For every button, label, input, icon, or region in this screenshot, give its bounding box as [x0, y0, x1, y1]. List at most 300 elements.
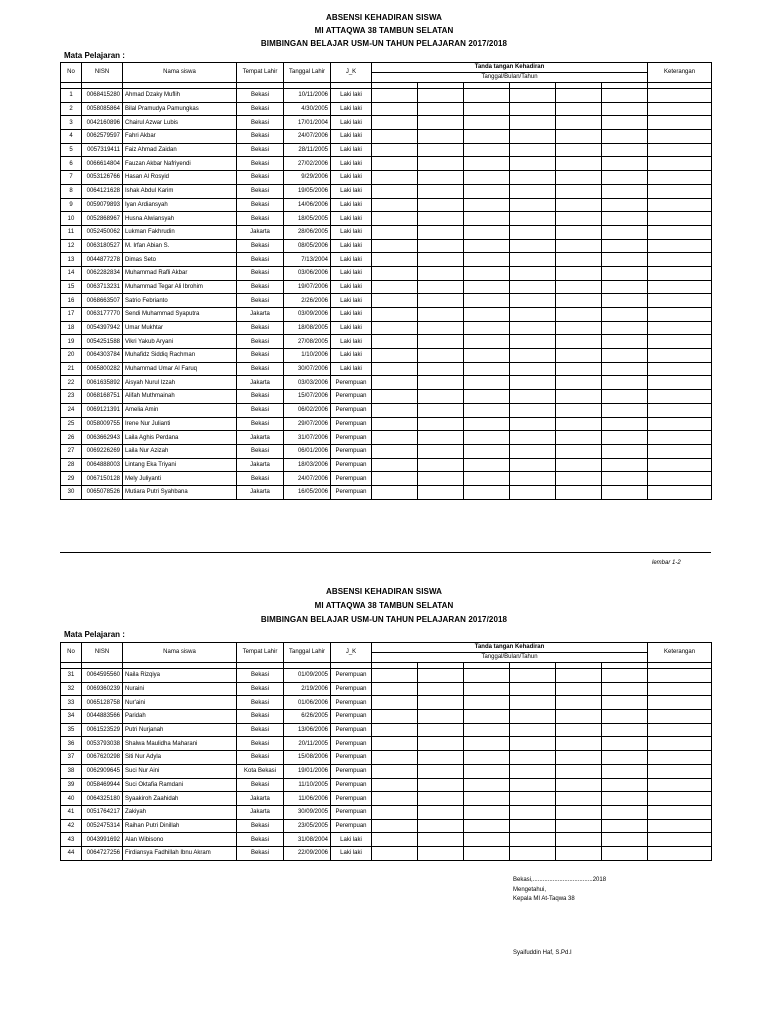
signature-cell[interactable]	[602, 833, 648, 847]
remarks-cell[interactable]	[648, 212, 712, 226]
remarks-cell[interactable]	[648, 253, 712, 267]
remarks-cell[interactable]	[648, 294, 712, 308]
signature-cell[interactable]	[372, 819, 418, 833]
signature-cell[interactable]	[556, 335, 602, 349]
signature-cell[interactable]	[418, 696, 464, 710]
signature-cell[interactable]	[372, 669, 418, 683]
signature-cell[interactable]	[464, 89, 510, 103]
signature-cell[interactable]	[372, 403, 418, 417]
signature-cell[interactable]	[372, 805, 418, 819]
signature-cell[interactable]	[602, 846, 648, 860]
signature-cell[interactable]	[602, 472, 648, 486]
signature-cell[interactable]	[510, 458, 556, 472]
signature-cell[interactable]	[418, 102, 464, 116]
remarks-cell[interactable]	[648, 682, 712, 696]
signature-cell[interactable]	[418, 764, 464, 778]
remarks-cell[interactable]	[648, 444, 712, 458]
signature-cell[interactable]	[418, 669, 464, 683]
remarks-cell[interactable]	[648, 89, 712, 103]
signature-cell[interactable]	[602, 390, 648, 404]
remarks-cell[interactable]	[648, 485, 712, 499]
signature-cell[interactable]	[418, 294, 464, 308]
signature-cell[interactable]	[510, 116, 556, 130]
signature-cell[interactable]	[372, 89, 418, 103]
signature-cell[interactable]	[418, 171, 464, 185]
signature-cell[interactable]	[464, 682, 510, 696]
remarks-cell[interactable]	[648, 184, 712, 198]
signature-cell[interactable]	[464, 669, 510, 683]
signature-cell[interactable]	[372, 335, 418, 349]
signature-cell[interactable]	[372, 130, 418, 144]
signature-cell[interactable]	[418, 362, 464, 376]
signature-cell[interactable]	[602, 362, 648, 376]
signature-cell[interactable]	[602, 171, 648, 185]
signature-cell[interactable]	[510, 171, 556, 185]
signature-cell[interactable]	[556, 171, 602, 185]
signature-cell[interactable]	[372, 253, 418, 267]
signature-cell[interactable]	[556, 308, 602, 322]
signature-cell[interactable]	[556, 751, 602, 765]
signature-cell[interactable]	[418, 116, 464, 130]
signature-cell[interactable]	[372, 280, 418, 294]
signature-cell[interactable]	[372, 723, 418, 737]
remarks-cell[interactable]	[648, 472, 712, 486]
signature-cell[interactable]	[464, 143, 510, 157]
signature-cell[interactable]	[510, 444, 556, 458]
signature-cell[interactable]	[556, 792, 602, 806]
signature-cell[interactable]	[556, 431, 602, 445]
signature-cell[interactable]	[602, 737, 648, 751]
signature-cell[interactable]	[372, 308, 418, 322]
signature-cell[interactable]	[418, 417, 464, 431]
signature-cell[interactable]	[418, 710, 464, 724]
signature-cell[interactable]	[372, 239, 418, 253]
signature-cell[interactable]	[372, 225, 418, 239]
remarks-cell[interactable]	[648, 308, 712, 322]
signature-cell[interactable]	[418, 253, 464, 267]
signature-cell[interactable]	[464, 130, 510, 144]
signature-cell[interactable]	[602, 294, 648, 308]
signature-cell[interactable]	[556, 444, 602, 458]
signature-cell[interactable]	[464, 184, 510, 198]
signature-cell[interactable]	[602, 225, 648, 239]
signature-cell[interactable]	[602, 764, 648, 778]
signature-cell[interactable]	[464, 472, 510, 486]
signature-cell[interactable]	[510, 335, 556, 349]
signature-cell[interactable]	[602, 89, 648, 103]
signature-cell[interactable]	[510, 792, 556, 806]
signature-cell[interactable]	[372, 458, 418, 472]
signature-cell[interactable]	[602, 403, 648, 417]
remarks-cell[interactable]	[648, 669, 712, 683]
signature-cell[interactable]	[510, 682, 556, 696]
signature-cell[interactable]	[602, 335, 648, 349]
signature-cell[interactable]	[510, 266, 556, 280]
signature-cell[interactable]	[372, 143, 418, 157]
signature-cell[interactable]	[510, 846, 556, 860]
signature-cell[interactable]	[372, 764, 418, 778]
signature-cell[interactable]	[510, 184, 556, 198]
signature-cell[interactable]	[556, 833, 602, 847]
signature-cell[interactable]	[556, 696, 602, 710]
signature-cell[interactable]	[602, 280, 648, 294]
signature-cell[interactable]	[418, 89, 464, 103]
remarks-cell[interactable]	[648, 335, 712, 349]
signature-cell[interactable]	[464, 225, 510, 239]
signature-cell[interactable]	[418, 485, 464, 499]
signature-cell[interactable]	[372, 349, 418, 363]
signature-cell[interactable]	[510, 321, 556, 335]
signature-cell[interactable]	[556, 253, 602, 267]
signature-cell[interactable]	[510, 737, 556, 751]
signature-cell[interactable]	[372, 751, 418, 765]
signature-cell[interactable]	[418, 444, 464, 458]
signature-cell[interactable]	[556, 239, 602, 253]
signature-cell[interactable]	[372, 846, 418, 860]
signature-cell[interactable]	[464, 723, 510, 737]
signature-cell[interactable]	[464, 349, 510, 363]
signature-cell[interactable]	[372, 682, 418, 696]
signature-cell[interactable]	[602, 198, 648, 212]
signature-cell[interactable]	[602, 116, 648, 130]
signature-cell[interactable]	[556, 472, 602, 486]
signature-cell[interactable]	[602, 682, 648, 696]
signature-cell[interactable]	[602, 696, 648, 710]
remarks-cell[interactable]	[648, 805, 712, 819]
signature-cell[interactable]	[556, 390, 602, 404]
signature-cell[interactable]	[372, 362, 418, 376]
signature-cell[interactable]	[418, 335, 464, 349]
signature-cell[interactable]	[372, 431, 418, 445]
remarks-cell[interactable]	[648, 390, 712, 404]
signature-cell[interactable]	[464, 710, 510, 724]
remarks-cell[interactable]	[648, 792, 712, 806]
signature-cell[interactable]	[418, 184, 464, 198]
signature-cell[interactable]	[418, 833, 464, 847]
signature-cell[interactable]	[556, 723, 602, 737]
remarks-cell[interactable]	[648, 198, 712, 212]
signature-cell[interactable]	[464, 485, 510, 499]
signature-cell[interactable]	[372, 171, 418, 185]
signature-cell[interactable]	[418, 198, 464, 212]
signature-cell[interactable]	[556, 280, 602, 294]
signature-cell[interactable]	[602, 778, 648, 792]
signature-cell[interactable]	[602, 417, 648, 431]
signature-cell[interactable]	[602, 792, 648, 806]
signature-cell[interactable]	[464, 321, 510, 335]
signature-cell[interactable]	[464, 417, 510, 431]
signature-cell[interactable]	[510, 751, 556, 765]
signature-cell[interactable]	[418, 390, 464, 404]
signature-cell[interactable]	[510, 403, 556, 417]
signature-cell[interactable]	[510, 472, 556, 486]
signature-cell[interactable]	[510, 696, 556, 710]
remarks-cell[interactable]	[648, 102, 712, 116]
remarks-cell[interactable]	[648, 376, 712, 390]
signature-cell[interactable]	[510, 157, 556, 171]
signature-cell[interactable]	[602, 805, 648, 819]
signature-cell[interactable]	[510, 308, 556, 322]
signature-cell[interactable]	[372, 444, 418, 458]
signature-cell[interactable]	[510, 431, 556, 445]
remarks-cell[interactable]	[648, 819, 712, 833]
signature-cell[interactable]	[464, 102, 510, 116]
signature-cell[interactable]	[602, 321, 648, 335]
signature-cell[interactable]	[510, 253, 556, 267]
remarks-cell[interactable]	[648, 751, 712, 765]
signature-cell[interactable]	[556, 198, 602, 212]
signature-cell[interactable]	[418, 143, 464, 157]
signature-cell[interactable]	[602, 349, 648, 363]
signature-cell[interactable]	[464, 335, 510, 349]
signature-cell[interactable]	[464, 280, 510, 294]
signature-cell[interactable]	[602, 485, 648, 499]
signature-cell[interactable]	[556, 805, 602, 819]
signature-cell[interactable]	[372, 294, 418, 308]
signature-cell[interactable]	[510, 239, 556, 253]
signature-cell[interactable]	[556, 143, 602, 157]
signature-cell[interactable]	[372, 321, 418, 335]
remarks-cell[interactable]	[648, 225, 712, 239]
remarks-cell[interactable]	[648, 349, 712, 363]
signature-cell[interactable]	[464, 805, 510, 819]
signature-cell[interactable]	[372, 116, 418, 130]
signature-cell[interactable]	[510, 376, 556, 390]
signature-cell[interactable]	[418, 403, 464, 417]
remarks-cell[interactable]	[648, 764, 712, 778]
signature-cell[interactable]	[464, 376, 510, 390]
signature-cell[interactable]	[464, 212, 510, 226]
signature-cell[interactable]	[418, 472, 464, 486]
signature-cell[interactable]	[464, 308, 510, 322]
signature-cell[interactable]	[372, 266, 418, 280]
signature-cell[interactable]	[510, 225, 556, 239]
remarks-cell[interactable]	[648, 266, 712, 280]
signature-cell[interactable]	[602, 157, 648, 171]
signature-cell[interactable]	[372, 485, 418, 499]
signature-cell[interactable]	[418, 846, 464, 860]
signature-cell[interactable]	[464, 764, 510, 778]
signature-cell[interactable]	[556, 376, 602, 390]
signature-cell[interactable]	[602, 308, 648, 322]
signature-cell[interactable]	[556, 294, 602, 308]
signature-cell[interactable]	[464, 239, 510, 253]
signature-cell[interactable]	[556, 89, 602, 103]
signature-cell[interactable]	[510, 130, 556, 144]
signature-cell[interactable]	[556, 157, 602, 171]
signature-cell[interactable]	[556, 225, 602, 239]
signature-cell[interactable]	[602, 266, 648, 280]
signature-cell[interactable]	[556, 846, 602, 860]
signature-cell[interactable]	[602, 444, 648, 458]
signature-cell[interactable]	[510, 778, 556, 792]
signature-cell[interactable]	[418, 157, 464, 171]
signature-cell[interactable]	[372, 472, 418, 486]
signature-cell[interactable]	[418, 349, 464, 363]
signature-cell[interactable]	[556, 710, 602, 724]
signature-cell[interactable]	[464, 198, 510, 212]
signature-cell[interactable]	[464, 294, 510, 308]
signature-cell[interactable]	[556, 778, 602, 792]
signature-cell[interactable]	[418, 751, 464, 765]
signature-cell[interactable]	[372, 198, 418, 212]
signature-cell[interactable]	[510, 485, 556, 499]
remarks-cell[interactable]	[648, 710, 712, 724]
signature-cell[interactable]	[372, 157, 418, 171]
remarks-cell[interactable]	[648, 723, 712, 737]
remarks-cell[interactable]	[648, 116, 712, 130]
signature-cell[interactable]	[510, 143, 556, 157]
signature-cell[interactable]	[602, 239, 648, 253]
remarks-cell[interactable]	[648, 696, 712, 710]
signature-cell[interactable]	[418, 737, 464, 751]
signature-cell[interactable]	[556, 403, 602, 417]
signature-cell[interactable]	[464, 819, 510, 833]
signature-cell[interactable]	[372, 390, 418, 404]
remarks-cell[interactable]	[648, 280, 712, 294]
signature-cell[interactable]	[602, 431, 648, 445]
signature-cell[interactable]	[372, 184, 418, 198]
signature-cell[interactable]	[556, 485, 602, 499]
signature-cell[interactable]	[602, 212, 648, 226]
signature-cell[interactable]	[510, 805, 556, 819]
signature-cell[interactable]	[372, 102, 418, 116]
signature-cell[interactable]	[464, 696, 510, 710]
signature-cell[interactable]	[372, 833, 418, 847]
signature-cell[interactable]	[418, 819, 464, 833]
signature-cell[interactable]	[418, 266, 464, 280]
signature-cell[interactable]	[464, 116, 510, 130]
remarks-cell[interactable]	[648, 157, 712, 171]
signature-cell[interactable]	[602, 669, 648, 683]
signature-cell[interactable]	[418, 682, 464, 696]
signature-cell[interactable]	[464, 737, 510, 751]
signature-cell[interactable]	[556, 116, 602, 130]
signature-cell[interactable]	[418, 792, 464, 806]
remarks-cell[interactable]	[648, 431, 712, 445]
signature-cell[interactable]	[556, 362, 602, 376]
signature-cell[interactable]	[418, 376, 464, 390]
signature-cell[interactable]	[510, 417, 556, 431]
signature-cell[interactable]	[602, 102, 648, 116]
signature-cell[interactable]	[556, 102, 602, 116]
signature-cell[interactable]	[464, 157, 510, 171]
signature-cell[interactable]	[556, 417, 602, 431]
signature-cell[interactable]	[556, 212, 602, 226]
signature-cell[interactable]	[418, 130, 464, 144]
remarks-cell[interactable]	[648, 833, 712, 847]
remarks-cell[interactable]	[648, 362, 712, 376]
signature-cell[interactable]	[464, 390, 510, 404]
signature-cell[interactable]	[556, 184, 602, 198]
signature-cell[interactable]	[464, 403, 510, 417]
signature-cell[interactable]	[510, 723, 556, 737]
remarks-cell[interactable]	[648, 143, 712, 157]
remarks-cell[interactable]	[648, 403, 712, 417]
signature-cell[interactable]	[464, 792, 510, 806]
signature-cell[interactable]	[510, 198, 556, 212]
signature-cell[interactable]	[602, 376, 648, 390]
signature-cell[interactable]	[556, 669, 602, 683]
signature-cell[interactable]	[556, 266, 602, 280]
signature-cell[interactable]	[510, 362, 556, 376]
signature-cell[interactable]	[464, 833, 510, 847]
signature-cell[interactable]	[418, 805, 464, 819]
signature-cell[interactable]	[510, 710, 556, 724]
signature-cell[interactable]	[464, 444, 510, 458]
signature-cell[interactable]	[510, 102, 556, 116]
signature-cell[interactable]	[464, 362, 510, 376]
signature-cell[interactable]	[602, 253, 648, 267]
signature-cell[interactable]	[602, 723, 648, 737]
remarks-cell[interactable]	[648, 737, 712, 751]
signature-cell[interactable]	[372, 696, 418, 710]
signature-cell[interactable]	[372, 212, 418, 226]
signature-cell[interactable]	[556, 321, 602, 335]
signature-cell[interactable]	[372, 376, 418, 390]
signature-cell[interactable]	[464, 846, 510, 860]
signature-cell[interactable]	[602, 143, 648, 157]
signature-cell[interactable]	[510, 390, 556, 404]
signature-cell[interactable]	[418, 458, 464, 472]
signature-cell[interactable]	[510, 89, 556, 103]
remarks-cell[interactable]	[648, 778, 712, 792]
signature-cell[interactable]	[464, 458, 510, 472]
signature-cell[interactable]	[556, 737, 602, 751]
signature-cell[interactable]	[418, 723, 464, 737]
signature-cell[interactable]	[418, 225, 464, 239]
signature-cell[interactable]	[464, 171, 510, 185]
signature-cell[interactable]	[510, 349, 556, 363]
remarks-cell[interactable]	[648, 171, 712, 185]
signature-cell[interactable]	[464, 253, 510, 267]
signature-cell[interactable]	[602, 458, 648, 472]
signature-cell[interactable]	[556, 130, 602, 144]
signature-cell[interactable]	[372, 710, 418, 724]
signature-cell[interactable]	[418, 280, 464, 294]
remarks-cell[interactable]	[648, 239, 712, 253]
signature-cell[interactable]	[418, 308, 464, 322]
signature-cell[interactable]	[602, 130, 648, 144]
signature-cell[interactable]	[464, 778, 510, 792]
signature-cell[interactable]	[510, 280, 556, 294]
signature-cell[interactable]	[372, 792, 418, 806]
signature-cell[interactable]	[418, 239, 464, 253]
signature-cell[interactable]	[510, 819, 556, 833]
signature-cell[interactable]	[556, 349, 602, 363]
signature-cell[interactable]	[602, 751, 648, 765]
signature-cell[interactable]	[418, 431, 464, 445]
signature-cell[interactable]	[556, 819, 602, 833]
remarks-cell[interactable]	[648, 321, 712, 335]
signature-cell[interactable]	[418, 321, 464, 335]
signature-cell[interactable]	[602, 184, 648, 198]
signature-cell[interactable]	[602, 710, 648, 724]
signature-cell[interactable]	[510, 669, 556, 683]
signature-cell[interactable]	[556, 682, 602, 696]
signature-cell[interactable]	[372, 778, 418, 792]
signature-cell[interactable]	[464, 431, 510, 445]
signature-cell[interactable]	[464, 751, 510, 765]
signature-cell[interactable]	[510, 764, 556, 778]
signature-cell[interactable]	[372, 737, 418, 751]
remarks-cell[interactable]	[648, 846, 712, 860]
remarks-cell[interactable]	[648, 130, 712, 144]
signature-cell[interactable]	[602, 819, 648, 833]
remarks-cell[interactable]	[648, 458, 712, 472]
signature-cell[interactable]	[418, 778, 464, 792]
signature-cell[interactable]	[418, 212, 464, 226]
